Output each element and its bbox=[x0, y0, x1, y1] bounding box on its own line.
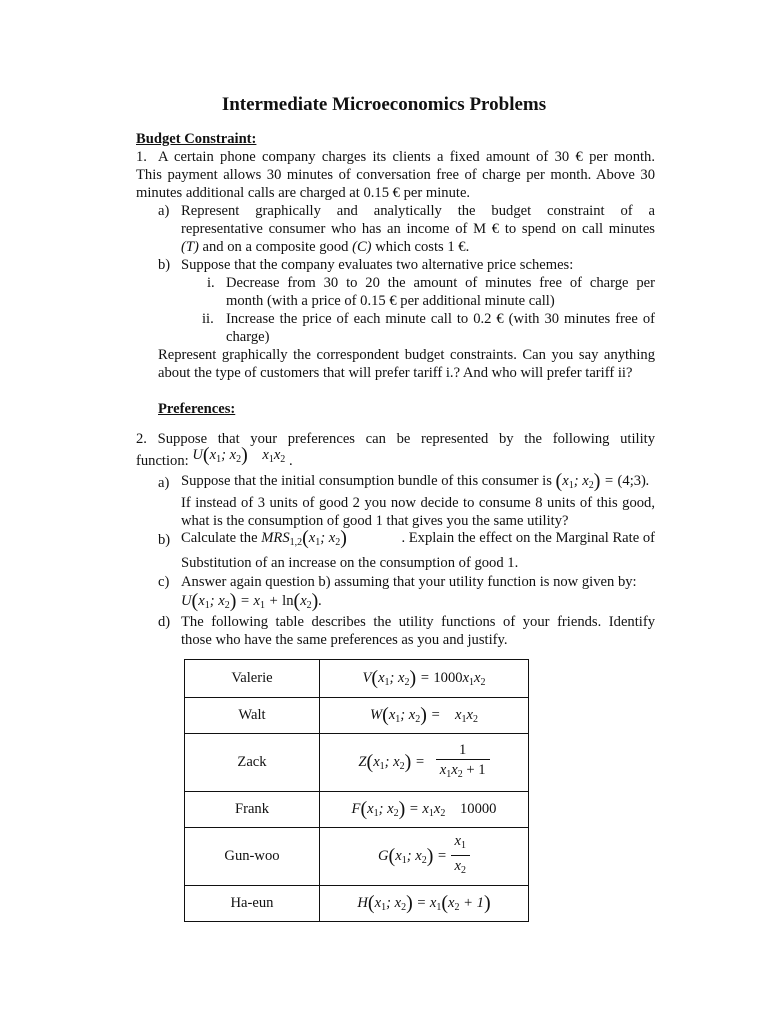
q2d-line-1: The following table describes the utility functions of your friends. Identify bbox=[181, 614, 655, 630]
table-row bbox=[185, 734, 529, 792]
q2c-label: c) bbox=[158, 574, 170, 590]
page-title: Intermediate Microeconomics Problems bbox=[221, 94, 547, 115]
friend-name: Ha-eun bbox=[185, 886, 320, 922]
base-utility-function: $U(x_1$; $x_2$) $x_1x_2$ bbox=[192, 444, 286, 466]
q2d-line-2: those who have the same preferences as you and justify. bbox=[181, 632, 508, 648]
q1b-ii-line-1: Increase the price of each minute call to 0.2 € (with 30 minutes free of bbox=[226, 311, 655, 327]
friend-name: Frank bbox=[185, 792, 320, 828]
q1b-i-label: i. bbox=[207, 275, 215, 291]
bundle-expression: ($x_1$; $x_2$) = (4;3). bbox=[555, 470, 650, 492]
gunwoo-fraction: $\frac{x_1}{x_2}$ bbox=[451, 832, 470, 881]
utility-function-cell: $G(x_1$; $x_2$) = $\frac{x_1}{x_2}$ bbox=[320, 828, 529, 886]
q2b-label: b) bbox=[158, 532, 171, 548]
q1-closing-line-2: about the type of customers that will prefer tariff i.? And who will prefer tariff ii? bbox=[158, 365, 633, 381]
q1-line-3: minutes additional calls are charged at 0.15 € per minute. bbox=[136, 185, 471, 201]
table-row bbox=[185, 660, 529, 698]
table-row bbox=[185, 886, 529, 922]
q2a-line-2: If instead of 3 units of good 2 you now decide to consume 8 units of this good, bbox=[181, 495, 655, 511]
utility-function-cell: $F(x_1$; $x_2) = x_1x_2$ 10000 bbox=[320, 792, 529, 828]
q2-line-1: 2. Suppose that your preferences can be represented by the following utility bbox=[136, 431, 655, 447]
q1-line-1: A certain phone company charges its clients a fixed amount of 30 € per month. bbox=[158, 149, 655, 165]
c-variable: (C) bbox=[352, 239, 372, 255]
budget-heading: Budget Constraint: bbox=[136, 131, 257, 147]
friend-name: Walt bbox=[185, 698, 320, 734]
friend-name: Gun-woo bbox=[185, 828, 320, 886]
utility-function-cell: $V(x_1$; $x_2) = 1000x_1x_2$ bbox=[320, 660, 529, 698]
q1b-i-line-1: Decrease from 30 to 20 the amount of minutes free of charge per bbox=[226, 275, 655, 291]
q1a-line-3-end: which costs 1 €. bbox=[375, 239, 470, 255]
friend-name: Zack bbox=[185, 734, 320, 792]
utility-function-cell: $Z(x_1$; $x_2$) = $\frac{1}{x_1x_2 + 1}$ bbox=[320, 734, 529, 792]
q1b-ii-line-2: charge) bbox=[226, 329, 270, 345]
q1b-i-line-2: month (with a price of 0.15 € per additional minute call) bbox=[226, 293, 555, 309]
q1b-line: Suppose that the company evaluates two alternative price schemes: bbox=[181, 257, 574, 273]
table-row bbox=[185, 698, 529, 734]
q2c-line-1: Answer again question b) assuming that your utility function is now given by: bbox=[181, 574, 637, 590]
mrs-symbol: MRS bbox=[261, 530, 290, 546]
q2b-line-2: Substitution of an increase on the consumption of good 1. bbox=[181, 555, 519, 571]
friends-utility-table bbox=[184, 659, 529, 922]
q1a-line-2: representative consumer who has an income of M € to spend on call minutes bbox=[181, 221, 655, 237]
q2b-calc-text: Calculate the bbox=[181, 530, 258, 546]
q1b-ii-label: ii. bbox=[202, 311, 214, 327]
q2-line-2: function: $U(x_1$; $x_2$) $x_1x_2$ . bbox=[136, 444, 293, 469]
q2b-line-1 bbox=[181, 529, 655, 552]
q1-label: 1. bbox=[136, 149, 147, 165]
table-row bbox=[185, 828, 529, 886]
q2a-line-3: what is the consumption of good 1 that gives you the same utility? bbox=[181, 513, 569, 529]
mrs-expression: $MRS_{1,2}(x_1$; $x_2$) bbox=[261, 527, 347, 549]
function-label: function: bbox=[136, 453, 189, 469]
utility-function-cell: $H(x_1$; $x_2) = x_1(x_2 + 1)$ bbox=[320, 886, 529, 922]
q1a-line-3-mid: and on a composite good bbox=[202, 239, 349, 255]
q1a-line-3 bbox=[181, 238, 469, 256]
utility-function-cell: $W(x_1$; $x_2$) = $x_1x_2$ bbox=[320, 698, 529, 734]
q2b-rest-text: . Explain the effect on the Marginal Rate of bbox=[401, 530, 655, 546]
q1a-label: a) bbox=[158, 203, 170, 219]
q1a-line-1: Represent graphically and analytically the budget constraint of a bbox=[181, 203, 655, 219]
table-row bbox=[185, 792, 529, 828]
q2a-line-1 bbox=[181, 472, 650, 495]
q2c-utility-function: $U(x_1$; $x_2) = x_1 + \ln(x_2)$. bbox=[181, 590, 322, 612]
q1-line-2: This payment allows 30 minutes of conversation free of charge per month. Above 30 bbox=[136, 167, 655, 183]
zack-fraction: $\frac{1}{x_1x_2 + 1}$ bbox=[436, 741, 490, 785]
zack-numerator: 1 bbox=[459, 741, 467, 758]
bundle-value: (4;3) bbox=[617, 473, 646, 489]
q1b-label: b) bbox=[158, 257, 171, 273]
q1-closing-line-1: Represent graphically the correspondent budget constraints. Can you say anything bbox=[158, 347, 655, 363]
frank-constant: 10000 bbox=[459, 801, 497, 817]
valerie-coefficient: 1000 bbox=[433, 670, 463, 686]
q2a-label: a) bbox=[158, 475, 170, 491]
t-variable: (T) bbox=[181, 239, 199, 255]
q2a-line-1-text: Suppose that the initial consumption bundle of this consumer is bbox=[181, 473, 552, 489]
preferences-heading: Preferences: bbox=[158, 401, 236, 417]
friend-name: Valerie bbox=[185, 660, 320, 698]
q2d-label: d) bbox=[158, 614, 171, 630]
